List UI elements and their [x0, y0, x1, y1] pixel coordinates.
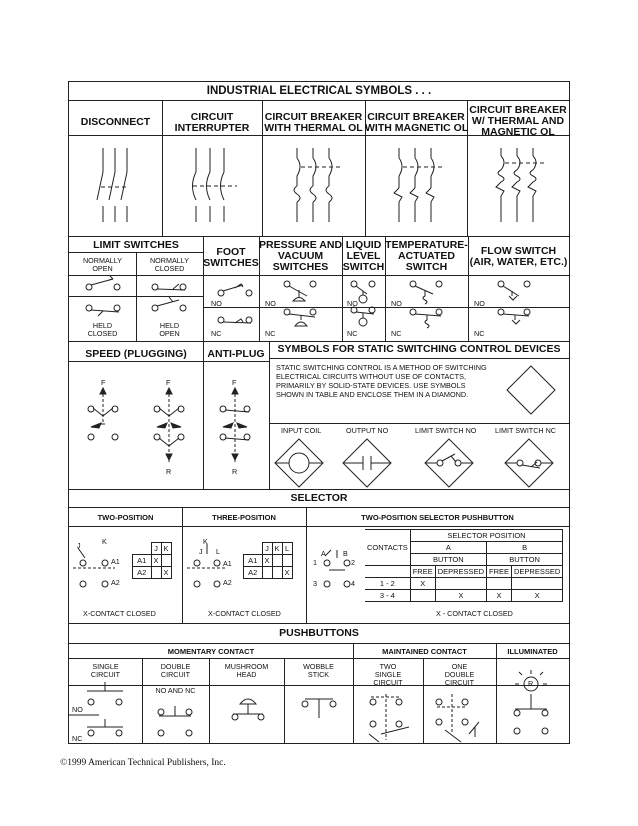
three-pos-l: L [216, 547, 220, 556]
limit-switch-no-label: LIMIT SWITCH NO [415, 426, 477, 435]
single-circuit-label: SINGLE CIRCUIT [90, 662, 121, 679]
maintained-contact-label: MAINTAINED CONTACT [382, 647, 467, 656]
flow-nc-label: NC [474, 329, 485, 338]
two-single-circuit-label: TWO SINGLE CIRCUIT [373, 662, 403, 687]
flow-switch-label: FLOW SWITCH (AIR, WATER, ETC.) [469, 245, 568, 268]
pb-sel-1: 1 [313, 558, 317, 567]
cb-thermal-magnetic-label: CIRCUIT BREAKER W/ THERMAL AND MAGNETIC OL [469, 104, 567, 138]
pb-sel-b: B [343, 549, 348, 558]
flow-no-label: NO [474, 299, 485, 308]
three-pos-a2: A2 [223, 578, 232, 587]
single-circuit-nc-symbol [87, 719, 123, 736]
pb-sel-contact-note: X - CONTACT CLOSED [436, 609, 513, 618]
speed-reverse-label: R [166, 467, 172, 476]
copyright-note: ©1999 American Technical Publishers, Inc. [60, 758, 226, 768]
temp-nc-label: NC [391, 329, 402, 338]
anti-plug-label: ANTI-PLUG [207, 348, 265, 360]
pb-no-label: NO [72, 705, 83, 714]
normally-open-label: NORMALLY OPEN [82, 256, 122, 273]
two-single-circuit-symbol [369, 694, 409, 742]
speed-forward-label: F [166, 378, 171, 387]
illuminated-r-label: R [528, 679, 534, 688]
pressure-nc-label: NC [265, 329, 276, 338]
foot-no-label: NO [211, 299, 222, 308]
illuminated-label: ILLUMINATED [507, 647, 558, 656]
sheet-title: INDUSTRIAL ELECTRICAL SYMBOLS . . . [206, 85, 432, 97]
wobble-stick-symbol [302, 699, 336, 718]
foot-nc-label: NC [211, 329, 222, 338]
normally-closed-label: NORMALLY CLOSED [149, 256, 189, 273]
single-circuit-no-symbol [69, 682, 123, 715]
one-double-circuit-label: ONE DOUBLE CIRCUIT [444, 662, 475, 687]
three-position-label: THREE-POSITION [212, 513, 276, 522]
two-pos-contact-note: X-CONTACT CLOSED [83, 609, 156, 618]
liquid-no-label: NO [347, 299, 358, 308]
antiplug-forward-label: F [232, 378, 237, 387]
pb-nc-label: NC [72, 734, 83, 743]
selector-title: SELECTOR [290, 492, 348, 504]
foot-switches-label: FOOT SWITCHES [203, 246, 259, 269]
pb-sel-a: A [321, 549, 326, 558]
one-double-circuit-symbol [436, 694, 479, 742]
momentary-contact-label: MOMENTARY CONTACT [167, 647, 255, 656]
pb-sel-3: 3 [313, 579, 317, 588]
pb-sel-2: 2 [351, 558, 355, 567]
pressure-no-label: NO [265, 299, 276, 308]
two-pos-a1: A1 [111, 557, 120, 566]
two-pos-j: J [77, 541, 81, 550]
liquid-level-label: LIQUID LEVEL SWITCH [342, 239, 385, 273]
pushbuttons-title: PUSHBUTTONS [279, 627, 359, 639]
mushroom-head-label: MUSHROOM HEAD [224, 662, 269, 679]
speed-plugging-label: SPEED (PLUGGING) [85, 348, 187, 360]
input-coil-label: INPUT COIL [281, 426, 322, 435]
pressure-vacuum-label: PRESSURE AND VACUUM SWITCHES [259, 239, 343, 273]
speed-forward-label: F [101, 378, 106, 387]
two-position-label: TWO-POSITION [97, 513, 154, 522]
double-circuit-label: DOUBLE CIRCUIT [160, 662, 191, 679]
pushbutton-selector-label: TWO-POSITION SELECTOR PUSHBUTTON [361, 513, 514, 522]
three-pos-k: K [203, 537, 208, 546]
temp-no-label: NO [391, 299, 402, 308]
two-pos-a2: A2 [111, 578, 120, 587]
three-position-table: J K L A1 X A2 X [243, 542, 293, 579]
limit-switch-nc-label: LIMIT SWITCH NC [495, 426, 556, 435]
antiplug-reverse-label: R [232, 467, 238, 476]
no-and-nc-label: NO AND NC [155, 686, 196, 695]
illuminated-pushbutton-symbol [514, 670, 548, 734]
disconnect-label: DISCONNECT [80, 116, 151, 128]
cb-magnetic-label: CIRCUIT BREAKER WITH MAGNETIC OL [365, 111, 469, 134]
static-switching-title: SYMBOLS FOR STATIC SWITCHING CONTROL DEVICES [277, 343, 561, 355]
three-pos-j: J [199, 547, 203, 556]
wobble-stick-label: WOBBLE STICK [303, 662, 334, 679]
three-pos-contact-note: X-CONTACT CLOSED [208, 609, 281, 618]
static-switching-text: STATIC SWITCHING CONTROL IS A METHOD OF SWITCHING ELECTRICAL CIRCUITS WITHOUT USE OF CONTACTS, PRIMARILY BY SOLID-STATE DEVICES. USE SYMBOLS SHOWN IN TABLE AND ENCLOSE THEM IN A DIAMOND. [276, 363, 487, 399]
pushbutton-symbols [69, 82, 569, 745]
temperature-label: TEMPERATURE- ACTUATED SWITCH [385, 239, 468, 273]
cb-thermal-label: CIRCUIT BREAKER WITH THERMAL OL [264, 111, 363, 134]
held-closed-label: HELD CLOSED [87, 321, 118, 338]
selector-pushbutton-table: CONTACTS SELECTOR POSITION A B BUTTON BUTTON FREE DEPRESSED FREE DEPRESSED 1 - 2 X 3 - 4 X X X [365, 529, 563, 602]
held-open-label: HELD OPEN [159, 321, 180, 338]
output-no-label: OUTPUT NO [346, 426, 389, 435]
double-circuit-symbol [158, 706, 192, 736]
mushroom-head-symbol [232, 699, 264, 720]
circuit-interrupter-label: CIRCUIT INTERRUPTER [174, 111, 250, 134]
three-pos-a1: A1 [223, 559, 232, 568]
pb-sel-4: 4 [351, 579, 355, 588]
symbol-sheet [68, 81, 570, 744]
liquid-nc-label: NC [347, 329, 358, 338]
two-position-table: J K A1 X A2 X [132, 542, 172, 579]
two-pos-k: K [102, 537, 107, 546]
limit-switches-label: LIMIT SWITCHES [93, 239, 179, 251]
